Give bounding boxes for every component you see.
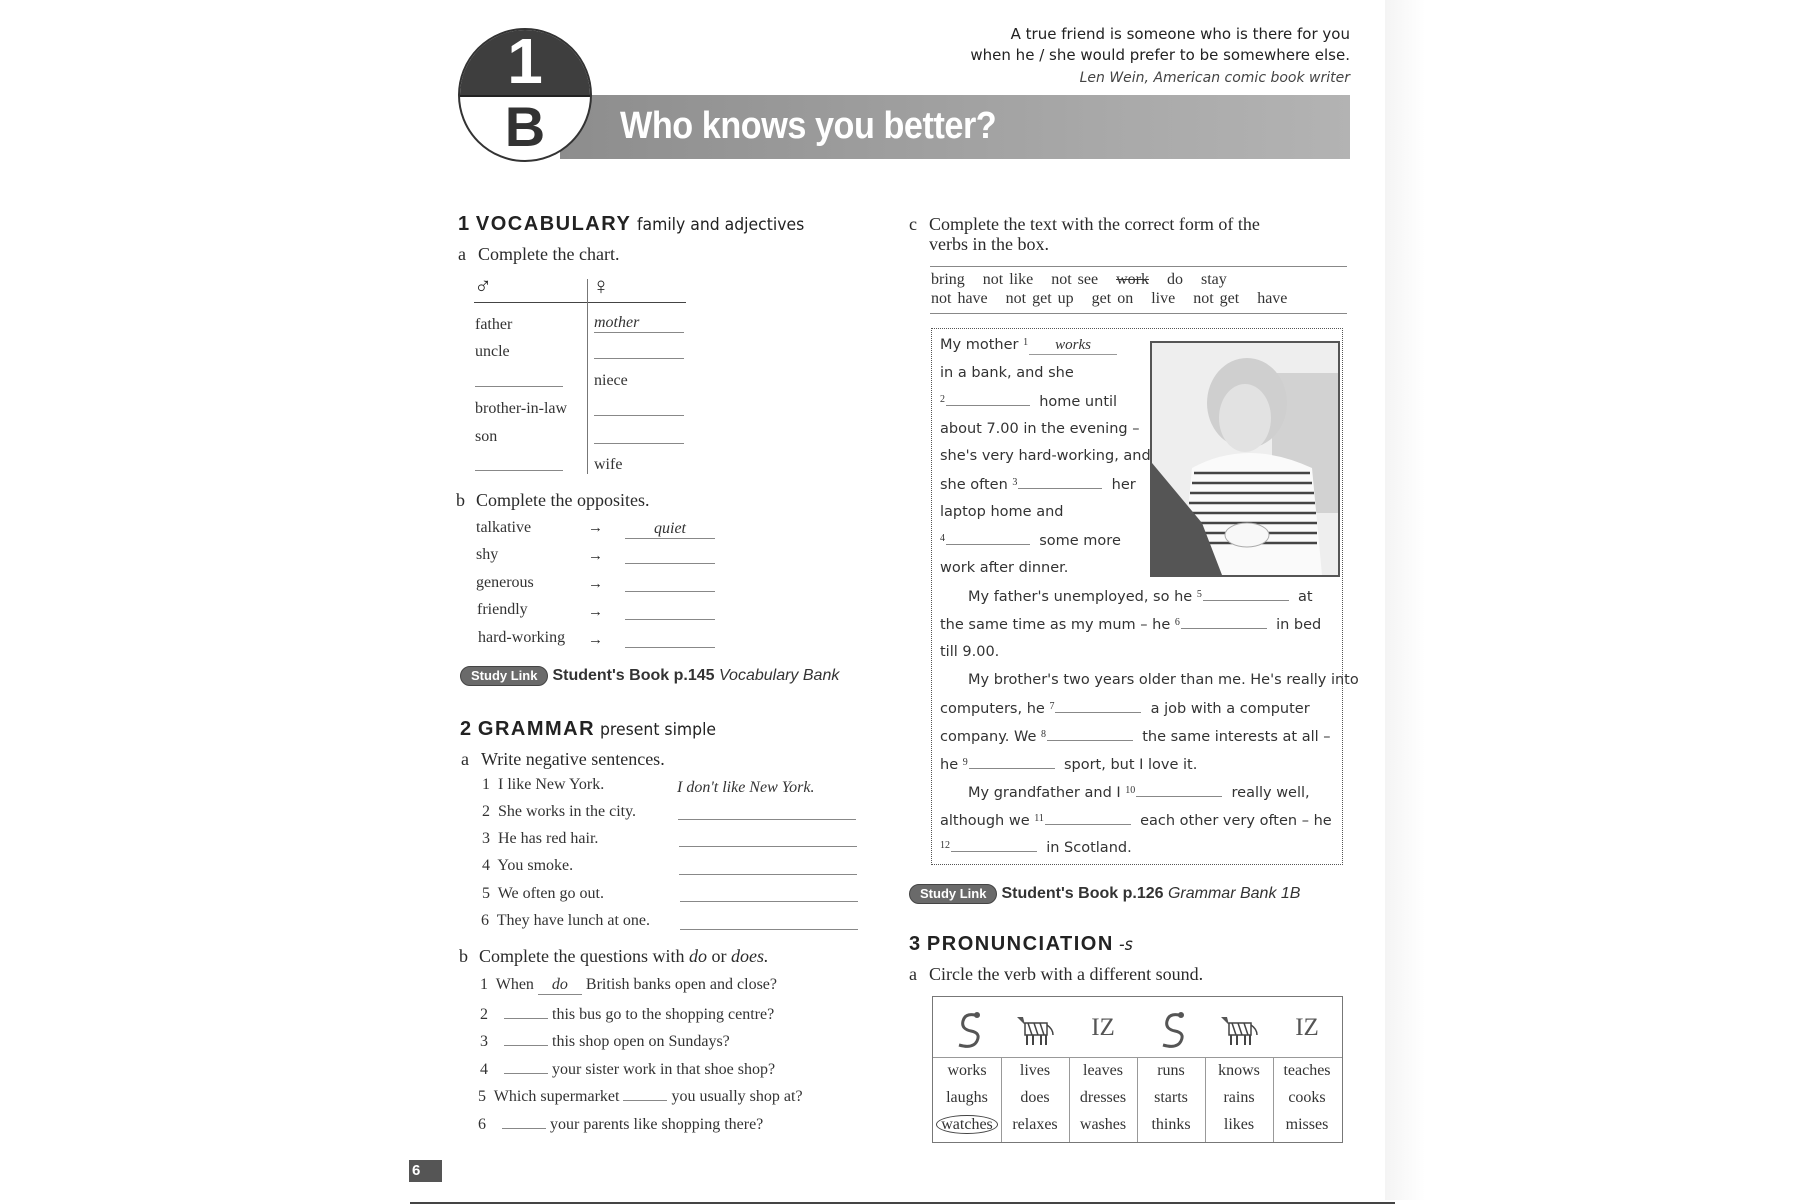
sound-column <box>1273 997 1341 1142</box>
verb: not have <box>931 290 988 307</box>
photo-illustration <box>1152 343 1338 575</box>
section-subtitle: present simple <box>600 720 717 740</box>
sentence-blank[interactable] <box>678 805 856 820</box>
section-pronunciation-heading <box>909 933 1134 956</box>
question-item: 4 your sister work in that shoe shop? <box>480 1061 776 1078</box>
question-blank[interactable] <box>623 1086 667 1101</box>
word[interactable]: likes <box>1223 1116 1255 1133</box>
text-line: till 9.00. <box>940 644 1000 660</box>
sentence-item: 4 You smoke. <box>482 857 574 874</box>
word: works <box>947 1062 987 1079</box>
iz-label: IZ <box>1295 1014 1319 1041</box>
verb: do <box>1166 271 1183 288</box>
text-line: $^2$ home until <box>940 394 1118 410</box>
sentence-blank[interactable] <box>679 832 857 847</box>
text-line: although we $^{11}$ each other very often – he <box>940 813 1332 829</box>
question-item: 1 When do British banks open and close? <box>480 976 777 993</box>
gap-blank[interactable] <box>969 756 1055 769</box>
word: runs <box>1157 1062 1185 1079</box>
exercise-letter: a <box>461 749 469 769</box>
page-number: 6 <box>409 1160 442 1182</box>
section-grammar-heading <box>460 718 726 741</box>
section-vocabulary-heading <box>458 213 818 236</box>
gap-blank[interactable] <box>946 532 1030 545</box>
word: laughs <box>946 1089 988 1106</box>
chart-male-cell: father <box>475 316 513 333</box>
text-line: My grandfather and I $^{10}$ really well, <box>968 785 1310 801</box>
exercise-letter: a <box>458 244 466 264</box>
text-line: work after dinner. <box>940 560 1069 576</box>
word[interactable]: relaxes <box>1012 1116 1058 1133</box>
text-line: he $^9$ sport, but I love it. <box>940 757 1198 773</box>
quote <box>970 24 1350 89</box>
verb-box-bottom-rule <box>930 313 1347 314</box>
opposite-word: talkative <box>476 519 532 536</box>
exercise-letter: a <box>909 964 917 984</box>
opposite-word: friendly <box>477 601 528 618</box>
question-blank[interactable] <box>504 1004 548 1019</box>
quote-line: when he / she would prefer to be somewhere else. <box>970 46 1350 64</box>
section-number: 1 <box>458 213 471 235</box>
study-link-vocabulary[interactable] <box>460 666 839 686</box>
opposite-word: hard-working <box>478 629 566 646</box>
word: leaves <box>1083 1062 1123 1079</box>
pronunciation-table <box>932 996 1343 1143</box>
section-title: PRONUNCIATION <box>926 933 1114 955</box>
section-title: GRAMMAR <box>477 718 596 740</box>
verb: not like <box>982 271 1034 288</box>
gap-blank[interactable] <box>1018 476 1102 489</box>
text-line: My mother $^1$ works <box>940 337 1117 355</box>
unit-letter: B <box>504 95 546 158</box>
verb-box-top-rule <box>930 266 1347 267</box>
question-item: 6 your parents like shopping there? <box>478 1116 764 1133</box>
gap-blank[interactable] <box>1045 812 1131 825</box>
gap-answer[interactable]: works <box>1029 337 1117 355</box>
study-link-badge: Study Link <box>460 666 548 686</box>
gap-blank[interactable] <box>1181 616 1267 629</box>
section-subtitle: -s <box>1119 935 1133 955</box>
opposite-word: generous <box>476 574 534 591</box>
sound-column <box>933 997 1001 1142</box>
word[interactable]: washes <box>1079 1116 1127 1133</box>
instruction-1b <box>456 490 649 511</box>
opposite-blank[interactable] <box>625 605 715 620</box>
chart-header-rule <box>474 302 686 303</box>
chart-male-cell: brother-in-law <box>475 400 568 417</box>
text-line: the same time as my mum – he $^6$ in bed <box>940 617 1322 633</box>
verb: not get up <box>1005 290 1074 307</box>
word: rains <box>1223 1089 1255 1106</box>
verb: not get <box>1193 290 1240 307</box>
chart-female-answer[interactable]: mother <box>594 314 684 333</box>
verb: not see <box>1051 271 1099 288</box>
word[interactable]: misses <box>1285 1116 1329 1133</box>
verb: have <box>1257 290 1288 307</box>
sentence-item: 6 They have lunch at one. <box>481 912 650 929</box>
verb: live <box>1151 290 1176 307</box>
verb-crossed-out: work <box>1116 271 1149 288</box>
instruction-2c: c Complete the text with the correct form of the verbs in the box. <box>909 214 1260 254</box>
word[interactable]: thinks <box>1151 1116 1191 1133</box>
unit-number: 1 <box>507 28 543 97</box>
chart-female-cell: niece <box>594 372 628 389</box>
arrow-icon: → <box>588 576 603 592</box>
study-link-text: Student's Book p.126 Grammar Bank 1B <box>1001 885 1301 902</box>
sentence-item: 5 We often go out. <box>482 885 604 902</box>
question-item: 2 this bus go to the shopping centre? <box>480 1006 775 1023</box>
chart-male-cell: son <box>475 428 498 445</box>
word: knows <box>1218 1062 1260 1079</box>
arrow-icon: → <box>588 548 603 564</box>
sound-column <box>1137 997 1205 1142</box>
sentence-item: 3 He has red hair. <box>482 830 599 847</box>
text-line: $^4$ some more <box>940 533 1121 549</box>
text-line: company. We $^8$ the same interests at all – <box>940 729 1331 745</box>
zebra-icon <box>1205 997 1273 1057</box>
verb-box-row <box>931 271 1245 289</box>
chart-male-cell: uncle <box>475 343 510 360</box>
study-link-text: Student's Book p.145 Vocabulary Bank <box>552 667 840 684</box>
instruction-text: Complete the chart. <box>478 244 620 264</box>
question-blank[interactable] <box>504 1031 548 1046</box>
gap-blank[interactable] <box>946 393 1030 406</box>
instruction-text: Circle the verb with a different sound. <box>929 964 1204 984</box>
word: does <box>1020 1089 1050 1106</box>
sound-column <box>1205 997 1273 1142</box>
snake-icon <box>1137 997 1205 1057</box>
sentence-blank[interactable] <box>679 860 857 875</box>
instruction-text: Write negative sentences. <box>481 749 665 769</box>
question-item: 3 this shop open on Sundays? <box>480 1033 730 1050</box>
instruction-2a <box>461 749 665 770</box>
sentence-blank[interactable] <box>680 887 858 902</box>
unit-badge <box>458 28 592 162</box>
page-shadow <box>1385 0 1425 1200</box>
chart-female-cell: wife <box>594 456 623 473</box>
study-link-grammar[interactable] <box>909 884 1300 904</box>
sound-column <box>1001 997 1069 1142</box>
chart-male-blank[interactable] <box>475 456 563 471</box>
text-line: My brother's two years older than me. He's really into <box>968 672 1359 688</box>
text-line: $^{12}$ in Scotland. <box>940 840 1132 856</box>
gap-blank[interactable] <box>951 839 1037 852</box>
instruction-2b: b Complete the questions with do or does. <box>459 946 769 966</box>
chart-male-blank[interactable] <box>475 372 563 387</box>
verb: bring <box>931 271 965 288</box>
gap-blank[interactable] <box>1203 588 1289 601</box>
question-item: 5 Which supermarket you usually shop at? <box>478 1088 803 1105</box>
quote-author: Len Wein, American comic book writer <box>1079 70 1350 86</box>
opposite-blank[interactable] <box>625 549 715 564</box>
text-line: in a bank, and she <box>940 365 1074 381</box>
gap-blank[interactable] <box>1136 784 1222 797</box>
exercise-letter: b <box>459 946 468 966</box>
male-symbol-icon: ♂ <box>474 274 492 300</box>
section-number: 3 <box>909 933 922 955</box>
text-line: laptop home and <box>940 504 1064 520</box>
word: starts <box>1154 1089 1188 1106</box>
sentence-item: 2 She works in the city. <box>482 803 637 820</box>
verb-box-row <box>931 290 1305 308</box>
sound-column <box>1069 997 1137 1142</box>
arrow-icon: → <box>588 632 603 648</box>
instruction-1a <box>458 244 619 265</box>
verb: get on <box>1091 290 1134 307</box>
opposite-blank[interactable] <box>625 633 715 648</box>
section-subtitle: family and adjectives <box>636 215 804 235</box>
text-line: she's very hard-working, and <box>940 448 1151 464</box>
opposite-word: shy <box>476 546 499 563</box>
exercise-letter: b <box>456 490 465 510</box>
question-blank[interactable] <box>502 1114 546 1129</box>
title-banner <box>560 95 1350 159</box>
section-title: VOCABULARY <box>475 213 632 235</box>
text-line: about 7.00 in the evening – <box>940 421 1140 437</box>
sentence-blank[interactable] <box>680 915 858 930</box>
instruction-3a <box>909 964 1203 985</box>
exercise-letter: c <box>909 214 917 234</box>
quote-line: A true friend is someone who is there for you <box>1010 25 1350 43</box>
iz-label: IZ <box>1091 1014 1115 1041</box>
text-line: computers, he $^7$ a job with a computer <box>940 701 1310 717</box>
sentence-item: 1 I like New York. <box>482 776 605 793</box>
word: lives <box>1019 1062 1051 1079</box>
woman-with-laptop-photo <box>1150 341 1340 577</box>
zebra-icon <box>1001 997 1069 1057</box>
word: dresses <box>1079 1089 1127 1106</box>
snake-icon <box>933 997 1001 1057</box>
instruction-text: Complete the opposites. <box>476 490 650 510</box>
chart-female-blank[interactable] <box>594 344 684 359</box>
text-line: My father's unemployed, so he $^5$ at <box>968 589 1313 605</box>
opposite-answer[interactable]: quiet <box>625 520 715 539</box>
word: teaches <box>1283 1062 1331 1079</box>
question-blank[interactable] <box>504 1059 548 1074</box>
arrow-icon: → <box>588 520 603 536</box>
arrow-icon: → <box>588 604 603 620</box>
text-line: she often $^3$ her <box>940 477 1136 493</box>
gap-blank[interactable] <box>1055 700 1141 713</box>
female-symbol-icon: ♀ <box>592 274 610 300</box>
opposite-blank[interactable] <box>625 577 715 592</box>
study-link-badge: Study Link <box>909 884 997 904</box>
word-circled[interactable]: watches <box>936 1115 998 1134</box>
word: cooks <box>1288 1089 1326 1106</box>
chart-female-blank[interactable] <box>594 401 684 416</box>
question-answer[interactable]: do <box>538 976 582 995</box>
chart-divider <box>587 279 588 474</box>
chart-female-blank[interactable] <box>594 429 684 444</box>
verb: stay <box>1200 271 1227 288</box>
section-number: 2 <box>460 718 473 740</box>
gap-blank[interactable] <box>1047 728 1133 741</box>
sentence-answer: I don't like New York. <box>677 779 815 796</box>
page-title: Who knows you better? <box>620 105 997 147</box>
